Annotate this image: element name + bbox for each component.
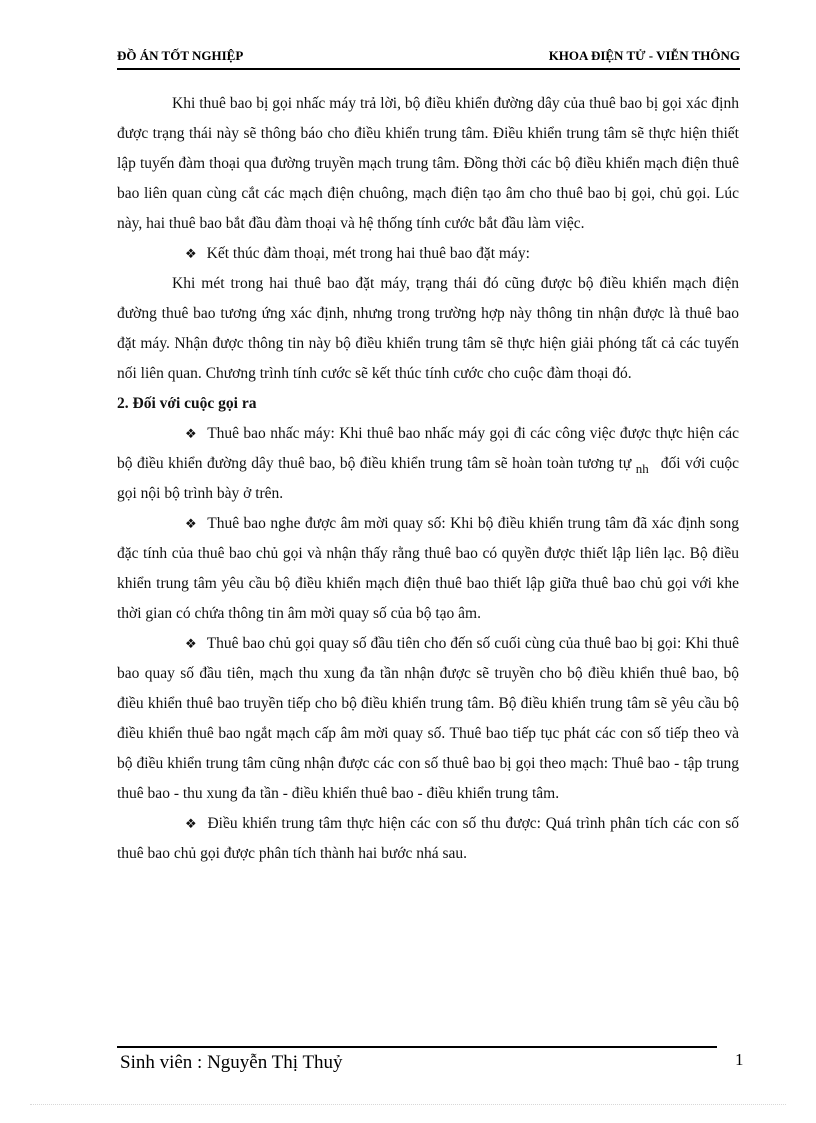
bullet-text-tail: đối với cuộc gọi nội bộ trình bày ở trên. [117, 455, 740, 502]
header-right-title: KHOA ĐIỆN TỬ - VIỄN THÔNG [548, 48, 740, 63]
footer-student-name: Sinh viên : Nguyễn Thị Thuỷ [120, 1052, 343, 1073]
footer-rule [117, 1046, 717, 1048]
page-header [117, 48, 740, 70]
page-number: 1 [735, 1050, 744, 1069]
paragraph-2: Khi mét trong hai thuê bao đặt máy, trạng thái đó cũng được bộ điều khiển mạch điện đường thuê bao tương ứng xác định, nhưng trong trường hợp này thông tin nhận được là thuê bao đặt máy. Nhận được thông tin này bộ điều khiển trung tâm sẽ thực hiện giải phóng tất cả các tuyến nối liên quan. Chương trình tính cước sẽ kết thúc tính cước cho cuộc đàm thoại đó. [117, 275, 739, 382]
bullet-diamond-icon: ❖ [185, 246, 197, 261]
paragraph-1: Khi thuê bao bị gọi nhấc máy trả lời, bộ điều khiển đường dây của thuê bao bị gọi xác định được trạng thái này sẽ thông báo cho điều khiển trung tâm. Điều khiển trung tâm sẽ thực hiện thiết lập tuyến đàm thoại qua đường truyền mạch trung tâm. Đồng thời các bộ điều khiển mạch điện thuê bao liên quan cùng cắt các mạch điện chuông, mạch điện tạo âm cho thuê bao bị gọi, chủ gọi. Lúc này, hai thuê bao bắt đầu đàm thoại và hệ thống tính cước bắt đầu làm việc. [117, 95, 739, 232]
bullet-text: Thuê bao nhấc máy: Khi thuê bao nhấc máy gọi đi các công việc được thực hiện các bộ điều khiển đường dây thuê bao, bộ điều khiển trung tâm sẽ hoàn toàn tương tự [117, 425, 740, 472]
section-heading: 2. Đối với cuộc gọi ra [117, 395, 257, 412]
bullet-text: Thuê bao chủ gọi quay số đầu tiên cho đến số cuối cùng của thuê bao bị gọi: Khi thuê bao quay số đầu tiên, mạch thu xung đa tần nhận được sẽ truyền cho bộ điều khiển thuê bao, bộ điều khiển thuê bao truyền tiếp cho bộ điều khiển trung tâm. Bộ điều khiển trung tâm sẽ yêu cầu bộ điều khiển thuê bao ngắt mạch cấp âm mời quay số. Thuê bao tiếp tục phát các con số tiếp theo và bộ điều khiển trung tâm cũng nhận được các con số thuê bao bị gọi theo mạch: Thuê bao - tập trung thuê bao - thu xung đa tần - điều khiển thuê bao - điều khiển trung tâm. [117, 635, 740, 802]
bullet-item-5 [117, 809, 739, 869]
header-rule [117, 68, 740, 70]
body-text [117, 89, 739, 869]
bullet-item-2 [117, 419, 739, 509]
stray-subscript-text: nh [635, 461, 649, 476]
bullet-text: Điều khiển trung tâm thực hiện các con số thu được: Quá trình phân tích các con số thuê bao chủ gọi được phân tích thành hai bước nhá sau. [117, 815, 739, 862]
bullet-item-1 [117, 239, 739, 269]
header-left-title: ĐỒ ÁN TỐT NGHIỆP [117, 48, 244, 63]
bullet-diamond-icon: ❖ [185, 636, 197, 651]
bullet-text: Thuê bao nghe được âm mời quay số: Khi bộ điều khiển trung tâm đã xác định song đặc tính của thuê bao chủ gọi và nhận thấy rằng thuê bao có quyền được thiết lập liên lạc. Bộ điều khiển trung tâm yêu cầu bộ điều khiển mạch điện thuê bao thiết lập giữa thuê bao chủ gọi với khe thời gian có chứa thông tin âm mời quay số của bộ tạo âm. [117, 515, 740, 622]
bullet-diamond-icon: ❖ [185, 816, 198, 831]
bullet-item-4 [117, 629, 739, 809]
bullet-diamond-icon: ❖ [185, 426, 198, 441]
bullet-diamond-icon: ❖ [185, 516, 198, 531]
bullet-text: Kết thúc đàm thoại, mét trong hai thuê bao đặt máy: [206, 245, 530, 262]
page-bottom-dotted-border [30, 1104, 786, 1105]
bullet-item-3 [117, 509, 739, 629]
